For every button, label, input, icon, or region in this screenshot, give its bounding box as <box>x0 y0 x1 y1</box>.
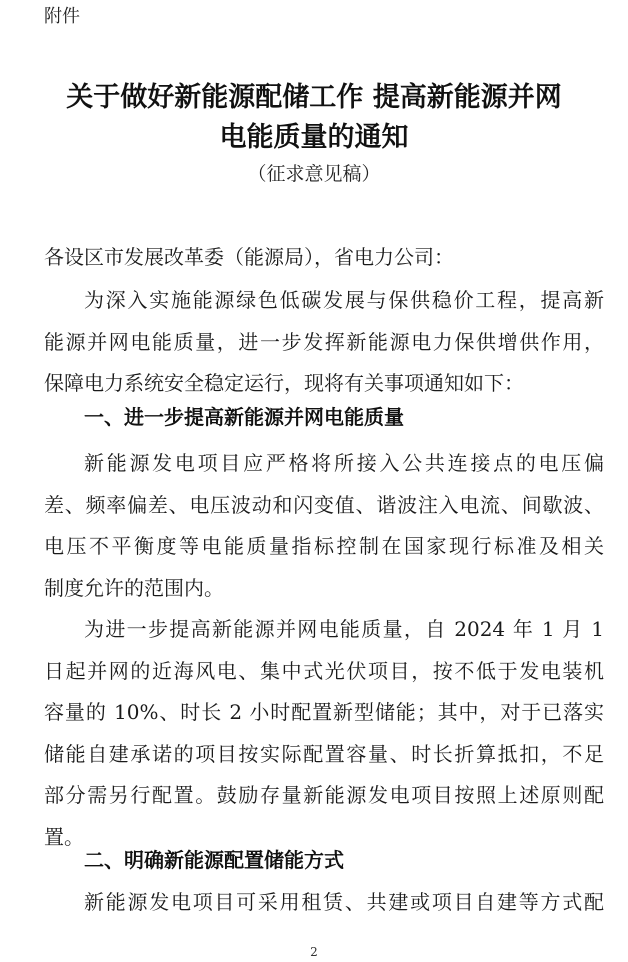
section1-p2-line-6: 置。 <box>44 825 84 849</box>
section1-p1-line-1: 新能源发电项目应严格将所接入公共连接点的电压偏 <box>84 451 604 475</box>
intro-line-1: 为深入实施能源绿色低碳发展与保供稳价工程，提高新 <box>84 288 604 312</box>
section2-heading: 二、明确新能源配置储能方式 <box>84 848 344 872</box>
section1-p2-line-4: 储能自建承诺的项目按实际配置容量、时长折算抵扣，不足 <box>44 742 604 766</box>
section1-p2-line-3: 容量的 10%、时长 2 小时配置新型储能；其中，对于已落实 <box>44 700 604 724</box>
attachment-label: 附件 <box>44 6 80 27</box>
section1-p2-line-2: 日起并网的近海风电、集中式光伏项目，按不低于发电装机 <box>44 659 604 683</box>
section1-p1-line-2: 差、频率偏差、电压波动和闪变值、谐波注入电流、间歇波、 <box>44 493 604 517</box>
section1-p2-line-1: 为进一步提高新能源并网电能质量，自 2024 年 1 月 1 <box>84 617 604 641</box>
section1-p2-line-5: 部分需另行配置。鼓励存量新能源发电项目按照上述原则配 <box>44 783 604 807</box>
page-number: 2 <box>310 945 318 959</box>
section2-p1-line-1: 新能源发电项目可采用租赁、共建或项目自建等方式配 <box>84 890 604 914</box>
intro-line-2: 能源并网电能质量，进一步发挥新能源电力保供增供作用， <box>44 330 604 354</box>
title-line-2: 电能质量的通知 <box>219 122 409 153</box>
title-line-1: 关于做好新能源配储工作 提高新能源并网 <box>66 82 562 113</box>
intro-line-3: 保障电力系统安全稳定运行，现将有关事项通知如下： <box>44 371 524 395</box>
subtitle: （征求意见稿） <box>247 163 381 185</box>
section1-p1-line-4: 制度允许的范围内。 <box>44 576 224 600</box>
salutation: 各设区市发展改革委（能源局），省电力公司： <box>44 245 454 269</box>
section1-heading: 一、进一步提高新能源并网电能质量 <box>84 405 404 429</box>
section1-p1-line-3: 电压不平衡度等电能质量指标控制在国家现行标准及相关 <box>44 534 604 558</box>
